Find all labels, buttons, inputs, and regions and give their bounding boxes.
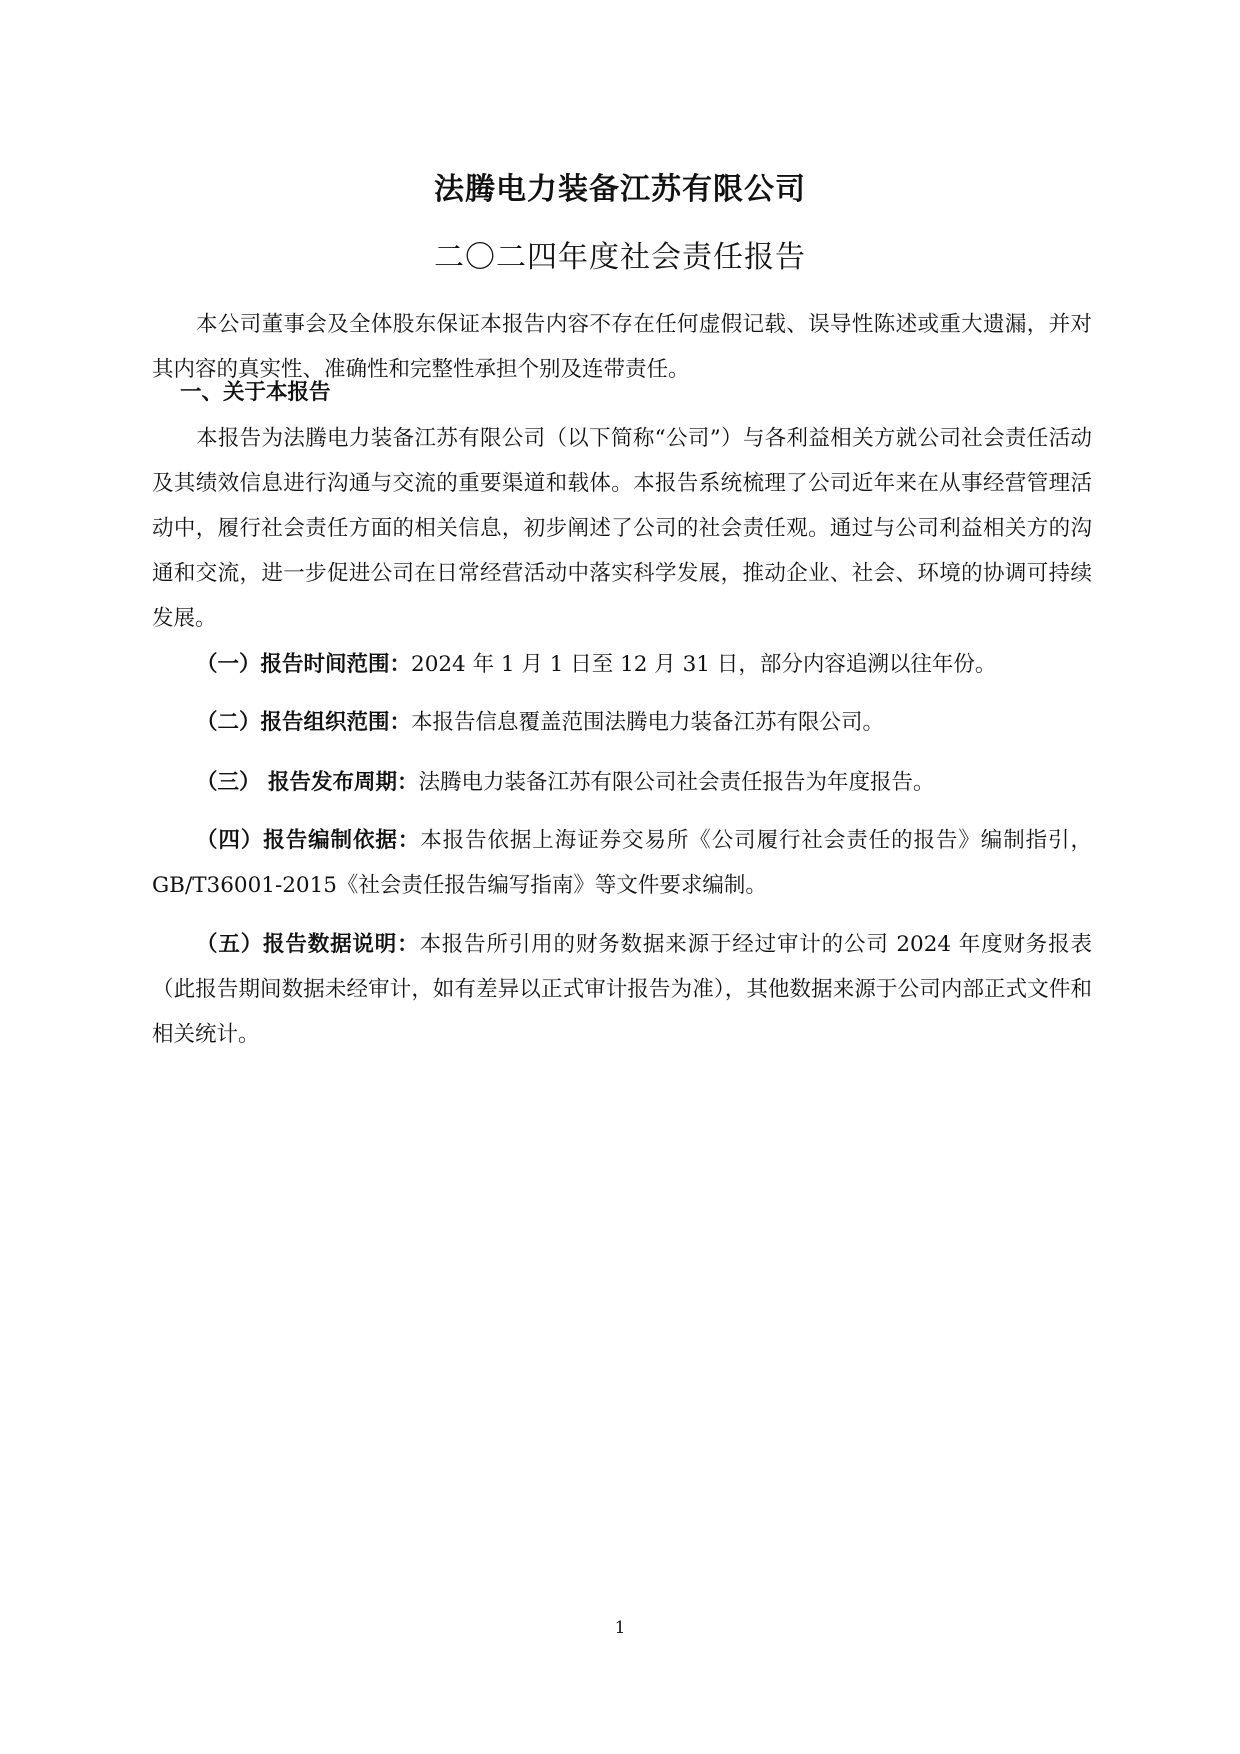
list-item	[152, 922, 1092, 1057]
statement-paragraph: 本公司董事会及全体股东保证本报告内容不存在任何虚假记载、误导性陈述或重大遗漏，并对其内容的真实性、准确性和完整性承担个别及连带责任。	[152, 312, 1092, 382]
page-number: 1	[614, 1618, 626, 1638]
section-body: 本报告为法腾电力装备江苏有限公司（以下简称“公司”）与各利益相关方就公司社会责任活动及其绩效信息进行沟通与交流的重要渠道和载体。本报告系统梳理了公司近年来在从事经营管理活动中，履行社会责任方面的相关信息，初步阐述了公司的社会责任观。通过与公司利益相关方的沟通和交流，进一步促进公司在日常经营活动中落实科学发展，推动企业、社会、环境的协调可持续发展。	[152, 426, 1092, 631]
item-label: （二）报告组织范围：	[196, 710, 412, 735]
list-item	[152, 700, 1092, 745]
document-subtitle: 二〇二四年度社会责任报告	[434, 240, 806, 275]
item-label: （一）报告时间范围：	[196, 652, 412, 677]
item-text: 本报告信息覆盖范围法腾电力装备江苏有限公司。	[411, 710, 885, 735]
item-text: 2024 年 1 月 1 日至 12 月 31 日，部分内容追溯以往年份。	[411, 652, 997, 677]
section-heading: 一、关于本报告	[180, 380, 331, 405]
item-label: （四）报告编制依据：	[196, 828, 421, 853]
document-title: 法腾电力装备江苏有限公司	[434, 172, 806, 207]
list-item	[152, 760, 1092, 805]
item-label: （三） 报告发布周期：	[196, 770, 419, 795]
list-item	[152, 818, 1092, 908]
list-item	[152, 642, 1092, 687]
item-label: （五）报告数据说明：	[196, 932, 420, 957]
item-text: 法腾电力装备江苏有限公司社会责任报告为年度报告。	[418, 770, 935, 795]
item-text: 本报告依据上海证券交易所《公司履行社会责任的报告》编制指引，GB/T36001-2015《社会责任报告编写指南》等文件要求编制。	[152, 828, 1092, 898]
item-text: 本报告所引用的财务数据来源于经过审计的公司 2024 年度财务报表（此报告期间数据未经审计，如有差异以正式审计报告为准），其他数据来源于公司内部正式文件和相关统计。	[152, 932, 1092, 1047]
